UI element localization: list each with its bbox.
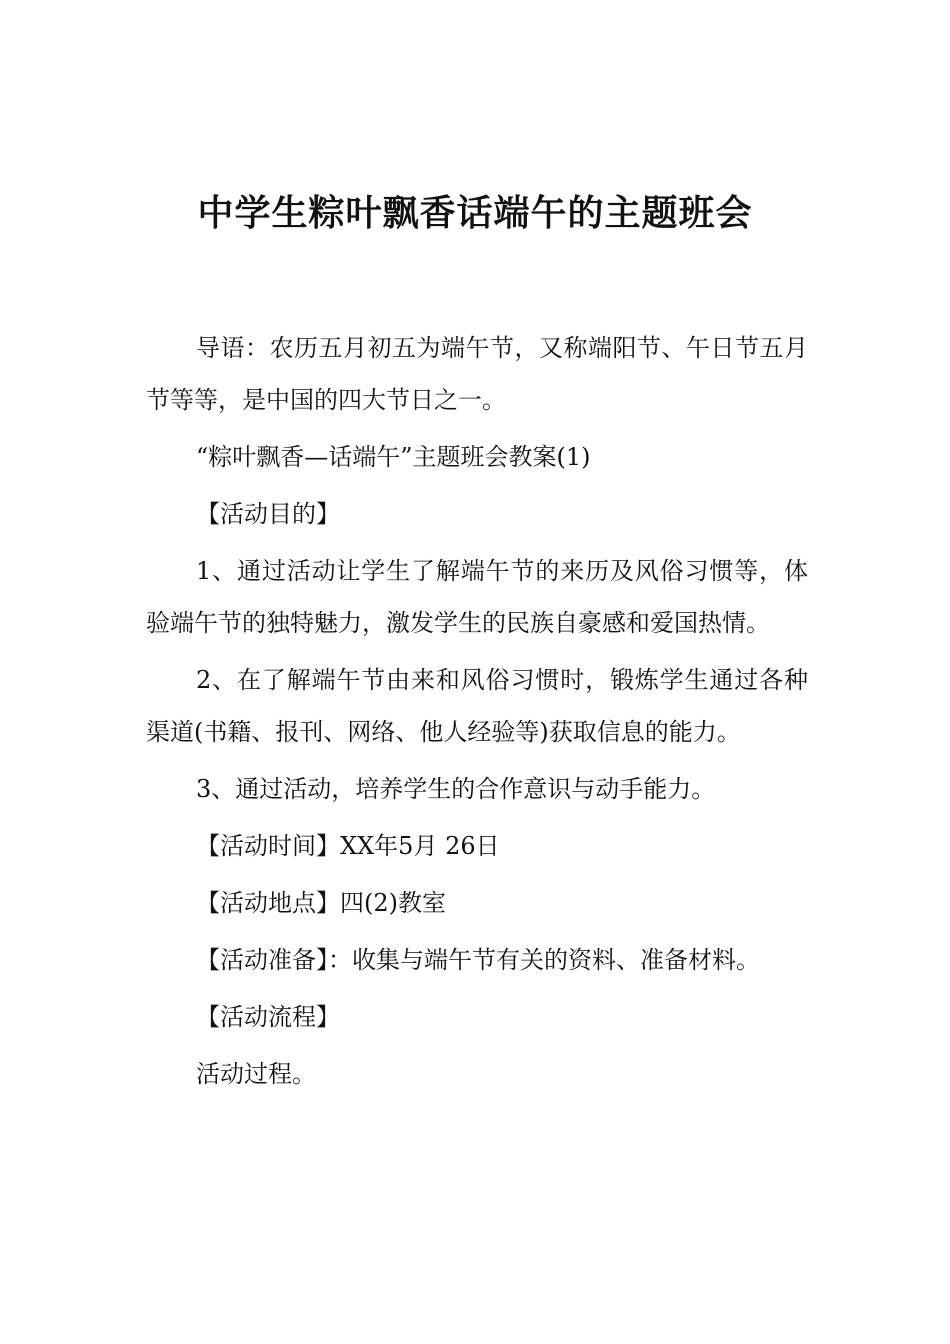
document-body <box>146 322 808 1105</box>
intro-paragraph: 导语：农历五月初五为端午节，又称端阳节、午日节五月节等等，是中国的四大节日之一。 <box>146 334 808 414</box>
document-title: 中学生粽叶飘香话端午的主题班会 <box>197 193 753 234</box>
activity-preparation-line: 【活动准备】：收集与端午节有关的资料、准备材料。 <box>196 946 760 974</box>
section-heading-process: 【活动流程】 <box>196 1003 340 1031</box>
activity-time-line: 【活动时间】XX年5月 26日 <box>196 832 500 860</box>
process-paragraph: 活动过程。 <box>196 1060 316 1088</box>
objective-item: 3、通过活动，培养学生的合作意识与动手能力。 <box>196 775 716 803</box>
objective-item: 1、通过活动让学生了解端午节的来历及风俗习惯等，体验端午节的独特魅力，激发学生的民族自豪感和爱国热情。 <box>146 557 808 637</box>
activity-location-line: 【活动地点】四(2)教室 <box>196 889 446 917</box>
objective-item: 2、在了解端午节由来和风俗习惯时，锻炼学生通过各种渠道(书籍、报刊、网络、他人经验等)获取信息的能力。 <box>146 666 808 746</box>
section-heading-objectives: 【活动目的】 <box>196 500 340 528</box>
lesson-plan-heading: “粽叶飘香—话端午”主题班会教案(1) <box>196 443 591 471</box>
